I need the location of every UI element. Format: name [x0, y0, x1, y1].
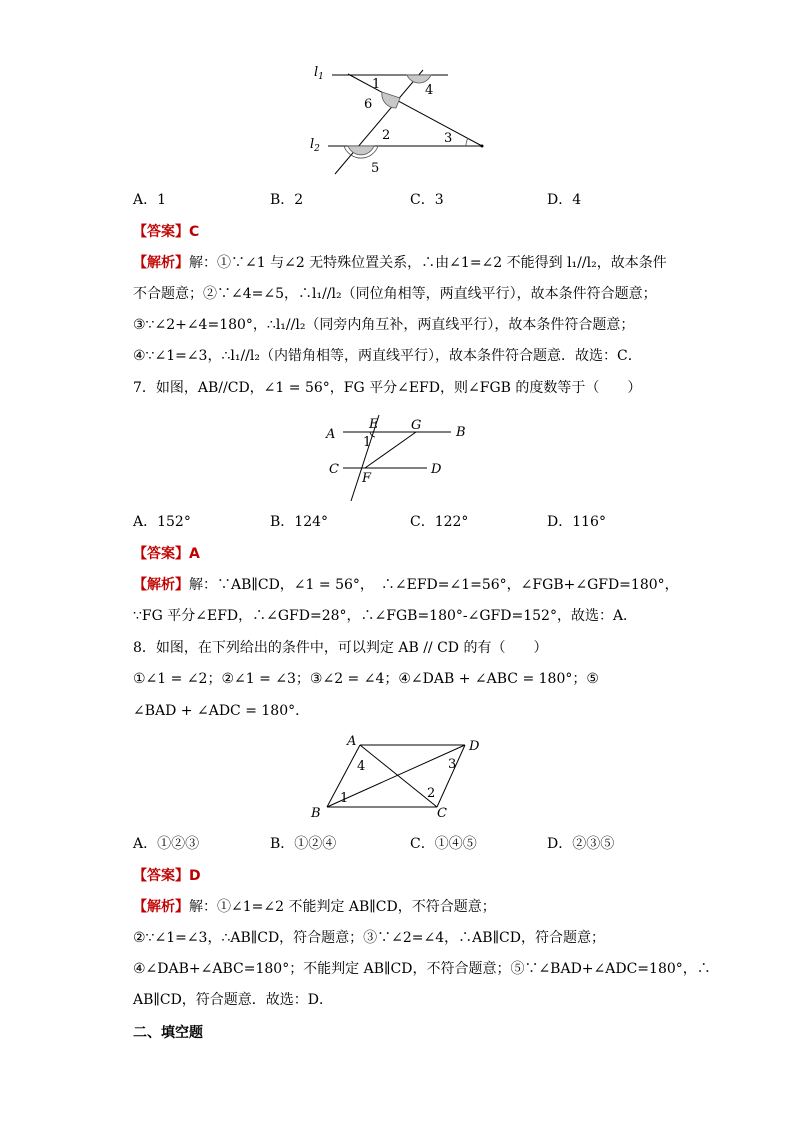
angle-label-1: 1 [340, 791, 349, 806]
analysis-q8-line1: 【解析】解：①∠1=∠2 不能判定 AB∥CD，不符合题意； [133, 899, 496, 915]
analysis-q6-line3: ③∵∠2+∠4=180°，∴l₁//l₂（同旁内角互补，两直线平行），故本条件符合题意； [133, 317, 635, 333]
option-a: A．①②③ [133, 836, 200, 852]
label-f: F [362, 471, 372, 486]
label-a: A [347, 734, 357, 749]
option-c: C．3 [410, 192, 444, 208]
line-fg [365, 432, 416, 468]
label-b: B [311, 806, 321, 821]
question-7-stem: 7．如图，AB//CD，∠1 = 56°，FG 平分∠EFD，则∠FGB 的度数等于（ ） [133, 380, 642, 396]
angle-label-1: 1 [372, 77, 381, 92]
analysis-q6-line4: ④∵∠1=∠3，∴l₁//l₂（内错角相等，两直线平行），故本条件符合题意．故选：C． [133, 348, 642, 364]
label-c: C [437, 806, 447, 821]
option-d: D．②③⑤ [547, 836, 615, 852]
answer-value: D [189, 868, 201, 884]
section-heading: 二、填空题 [133, 1025, 203, 1041]
answer-q7 [133, 544, 200, 564]
label-l2: l [310, 137, 315, 152]
angle-label-6: 6 [364, 97, 373, 112]
label-c: C [329, 462, 339, 477]
option-b: B．124° [270, 514, 329, 530]
angle-label-3: 3 [448, 757, 457, 772]
diagonal-ac [360, 745, 437, 807]
figure-q6 [300, 62, 500, 176]
analysis-q8-line2: ②∵∠1=∠3，∴AB∥CD，符合题意；③∵∠2=∠4，∴AB∥CD，符合题意； [133, 930, 605, 946]
option-c: C．①④⑤ [410, 836, 477, 852]
angle-label-4: 4 [425, 83, 434, 98]
option-c: C．122° [410, 514, 469, 530]
analysis-q6-line2: 不合题意；②∵∠4=∠5，∴l₁//l₂（同位角相等，两直线平行），故本条件符合题意； [133, 286, 657, 302]
label-g: G [411, 418, 422, 433]
option-d: D．4 [547, 192, 582, 208]
option-a: A．152° [133, 514, 191, 530]
option-b: B．2 [270, 192, 304, 208]
label-a: A [326, 427, 336, 442]
label-1: 1 [363, 435, 372, 450]
option-d: D．116° [547, 514, 606, 530]
analysis-tag: 【解析】 [133, 899, 189, 915]
question-8-stem: 8．如图，在下列给出的条件中，可以判定 AB // CD 的有（ ） [133, 640, 548, 656]
svg-text:l2: $l_2$ [310, 137, 320, 154]
analysis-tag: 【解析】 [133, 255, 189, 271]
answer-value: C [189, 224, 200, 240]
analysis-q6-line1: 【解析】解：①∵∠1 与∠2 无特殊位置关系，∴由∠1=∠2 不能得到 l₁//l₂，故本条件 [133, 255, 667, 271]
label-b: B [456, 425, 466, 440]
angle-label-2: 2 [382, 128, 391, 143]
svg-text:l1: $l_1$ [314, 65, 324, 82]
question-8-conditions-1: ①∠1 = ∠2；②∠1 = ∠3；③∠2 = ∠4；④∠DAB + ∠ABC = 180°；⑤ [133, 671, 599, 687]
analysis-q8-line4: AB∥CD，符合题意．故选：D． [133, 992, 334, 1008]
analysis-q7-line2: ∵FG 平分∠EFD，∴∠GFD=28°，∴∠FGB=180°-∠GFD=152°，故选：A． [133, 608, 638, 624]
angle-label-2: 2 [427, 786, 436, 801]
analysis-tag: 【解析】 [133, 577, 189, 593]
answer-tag: 【答案】 [133, 224, 189, 240]
label-d: D [431, 462, 442, 477]
answer-value: A [189, 546, 200, 562]
label-l1: l [314, 65, 319, 80]
figure-q8 [305, 733, 495, 823]
question-8-conditions-2: ∠BAD + ∠ADC = 180°． [133, 703, 310, 719]
angle-label-4: 4 [357, 759, 366, 774]
angle-arc-4 [407, 75, 431, 83]
label-d: D [469, 739, 480, 754]
answer-q8 [133, 866, 201, 886]
analysis-q7-line1: 【解析】解：∵AB∥CD，∠1 = 56°， ∴∠EFD=∠1=56°，∠FGB+∠GFD=180°， [133, 577, 679, 593]
answer-tag: 【答案】 [133, 868, 189, 884]
answer-q6 [133, 222, 199, 242]
analysis-q8-line3: ④∠DAB+∠ABC=180°；不能判定 AB∥CD，不符合题意；⑤∵∠BAD+∠ADC=180°，∴ [133, 961, 711, 977]
option-a: A．1 [133, 192, 167, 208]
label-e: E [369, 417, 379, 432]
angle-arc-6 [382, 92, 400, 108]
figure-q7 [323, 415, 473, 505]
angle-label-3: 3 [444, 131, 453, 146]
side-cd [437, 745, 465, 807]
angle-label-5: 5 [371, 161, 380, 176]
answer-tag: 【答案】 [133, 546, 189, 562]
option-b: B．①②④ [270, 836, 337, 852]
angle-arc-3 [466, 138, 468, 146]
